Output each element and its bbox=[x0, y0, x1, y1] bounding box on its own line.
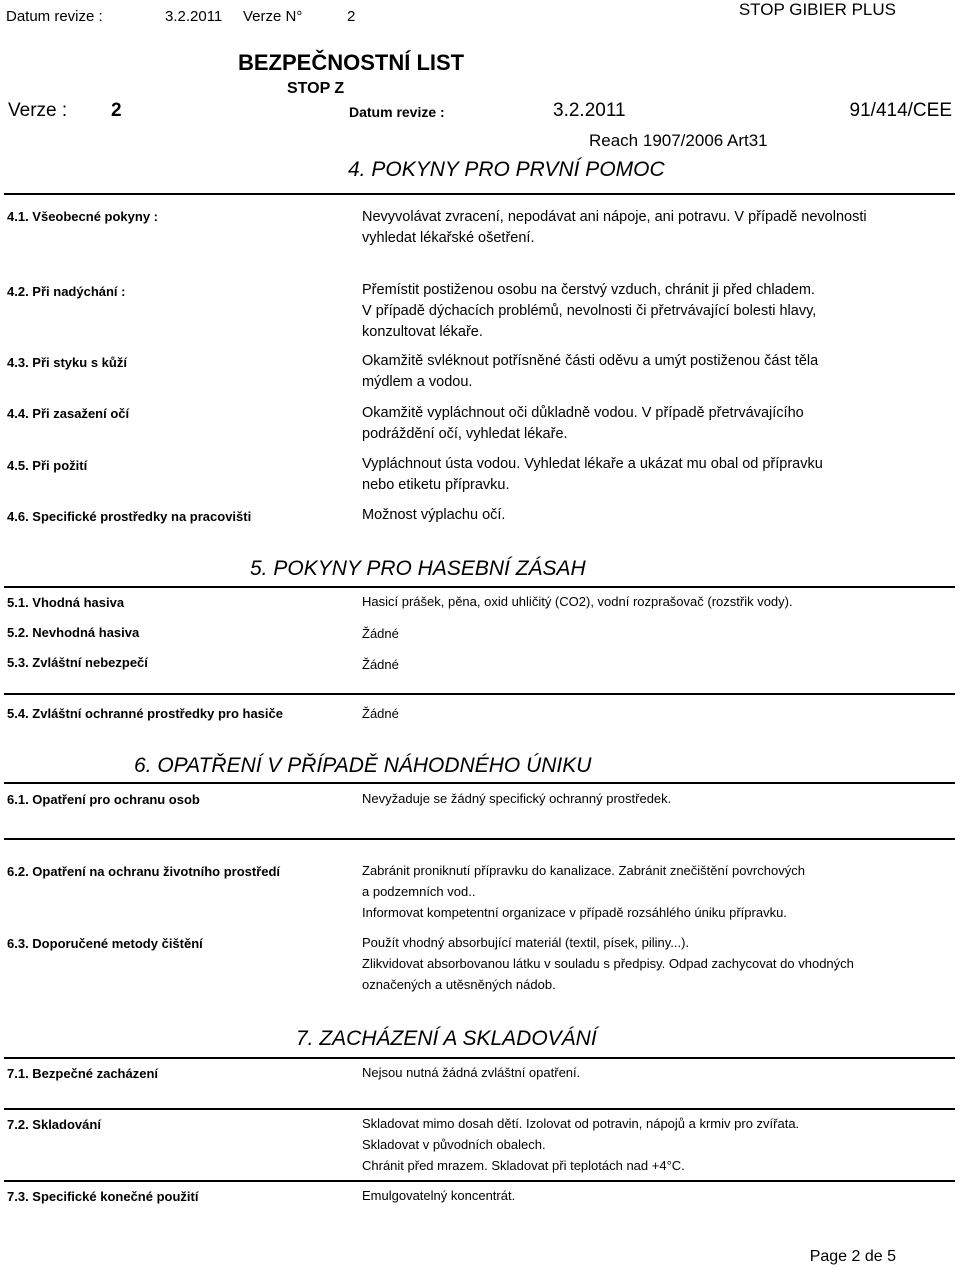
item-4-1-text: Nevyvolávat zvracení, nepodávat ani nápoje, ani potravu. V případě nevolnosti vyhledat lékařské ošetření. bbox=[362, 209, 867, 246]
section-5-divider-2 bbox=[4, 693, 955, 695]
item-7-1-label: 7.1. Bezpečné zacházení bbox=[7, 1066, 159, 1081]
item-6-3-text: Použít vhodný absorbující materiál (textil, písek, piliny...). Zlikvidovat absorbovanou látku v souladu s předpisy. Odpad zachycovat do vhodných označených a utěsněných nádob. bbox=[362, 935, 854, 992]
brand-name: STOP GIBIER PLUS bbox=[738, 0, 896, 19]
section-5-divider bbox=[4, 586, 955, 588]
item-5-3-label: 5.3. Zvláštní nebezpečí bbox=[7, 655, 148, 670]
section-7-title: 7. ZACHÁZENÍ A SKLADOVÁNÍ bbox=[296, 1027, 597, 1050]
header-verze-label: Verze N° bbox=[243, 8, 303, 25]
reach-reference: Reach 1907/2006 Art31 bbox=[589, 131, 768, 150]
item-7-2-text: Skladovat mimo dosah dětí. Izolovat od potravin, nápojů a krmiv pro zvířata. Skladovat v původních obalech. Chránit před mrazem. Skladovat při teplotách nad +4°C. bbox=[362, 1116, 800, 1173]
section-7-divider-2 bbox=[4, 1108, 955, 1110]
section-4-divider bbox=[4, 193, 955, 195]
item-4-2-text: Přemístit postiženou osobu na čerstvý vzduch, chránit ji před chladem. V případě dýchacích problémů, nevolnosti či přetrvávající bolesti hlavy, konzultovat lékaře. bbox=[362, 282, 817, 340]
item-4-3-text: Okamžitě svléknout potřísněné části oděvu a umýt postiženou část těla mýdlem a vodou. bbox=[362, 353, 819, 390]
page-number: Page 2 de 5 bbox=[809, 1248, 896, 1265]
item-4-4-text: Okamžitě vypláchnout oči důkladně vodou. V případě přetrvávajícího podráždění očí, vyhledat lékaře. bbox=[362, 405, 804, 442]
section-6-title: 6. OPATŘENÍ V PŘÍPADĚ NÁHODNÉHO ÚNIKU bbox=[134, 754, 592, 777]
section-7-divider-3 bbox=[4, 1180, 955, 1182]
item-4-4-label: 4.4. Při zasažení očí bbox=[7, 406, 130, 421]
section-7-divider bbox=[4, 1057, 955, 1059]
item-6-1-label: 6.1. Opatření pro ochranu osob bbox=[7, 792, 200, 807]
section-4-title: 4. POKYNY PRO PRVNÍ POMOC bbox=[348, 158, 665, 181]
document-title: BEZPEČNOSTNÍ LIST bbox=[238, 50, 465, 75]
item-4-5-label: 4.5. Při požití bbox=[7, 458, 88, 473]
item-6-3-label: 6.3. Doporučené metody čištění bbox=[7, 936, 203, 951]
item-4-6-text: Možnost výplachu očí. bbox=[362, 507, 506, 523]
section-5-title: 5. POKYNY PRO HASEBNÍ ZÁSAH bbox=[250, 557, 586, 580]
item-5-4-text: Žádné bbox=[362, 706, 399, 721]
item-4-2-label: 4.2. Při nadýchání : bbox=[7, 284, 126, 299]
section-6-divider bbox=[4, 782, 955, 784]
item-7-3-label: 7.3. Specifické konečné použití bbox=[7, 1189, 199, 1204]
product-name: STOP Z bbox=[287, 80, 345, 97]
item-7-3-text: Emulgovatelný koncentrát. bbox=[362, 1188, 516, 1203]
section-6-divider-2 bbox=[4, 838, 955, 840]
item-4-1-label: 4.1. Všeobecné pokyny : bbox=[7, 209, 159, 224]
header-datum-revize-value: 3.2.2011 bbox=[165, 8, 223, 25]
directive: 91/414/CEE bbox=[849, 100, 952, 121]
header-datum-revize-label: Datum revize : bbox=[6, 8, 103, 25]
item-4-6-label: 4.6. Specifické prostředky na pracovišti bbox=[7, 509, 252, 524]
item-4-3-label: 4.3. Při styku s kůží bbox=[7, 355, 127, 370]
item-5-1-text: Hasicí prášek, pěna, oxid uhličitý (CO2), vodní rozprašovač (rozstřik vody). bbox=[362, 594, 793, 609]
verze-value: 2 bbox=[111, 100, 122, 121]
item-6-1-text: Nevyžaduje se žádný specifický ochranný prostředek. bbox=[362, 791, 672, 806]
item-5-2-text: Žádné bbox=[362, 626, 399, 641]
item-6-2-label: 6.2. Opatření na ochranu životního prostředí bbox=[7, 864, 281, 879]
item-5-4-label: 5.4. Zvláštní ochranné prostředky pro hasiče bbox=[7, 706, 283, 721]
item-5-1-label: 5.1. Vhodná hasiva bbox=[7, 595, 125, 610]
header-verze-value: 2 bbox=[347, 8, 356, 25]
datum-revize-label: Datum revize : bbox=[349, 104, 445, 120]
item-6-2-text: Zabránit proniknutí přípravku do kanalizace. Zabránit znečištění povrchových a podzemních vod.. Informovat kompetentní organizace v případě rozsáhlého úniku přípravku. bbox=[362, 863, 805, 920]
verze-label: Verze : bbox=[8, 100, 68, 121]
datum-revize-value: 3.2.2011 bbox=[553, 100, 626, 121]
item-4-5-text: Vypláchnout ústa vodou. Vyhledat lékaře a ukázat mu obal od přípravku nebo etiketu přípravku. bbox=[362, 456, 823, 493]
item-7-1-text: Nejsou nutná žádná zvláštní opatření. bbox=[362, 1065, 581, 1080]
item-5-2-label: 5.2. Nevhodná hasiva bbox=[7, 625, 140, 640]
item-7-2-label: 7.2. Skladování bbox=[7, 1117, 101, 1132]
item-5-3-text: Žádné bbox=[362, 657, 399, 672]
